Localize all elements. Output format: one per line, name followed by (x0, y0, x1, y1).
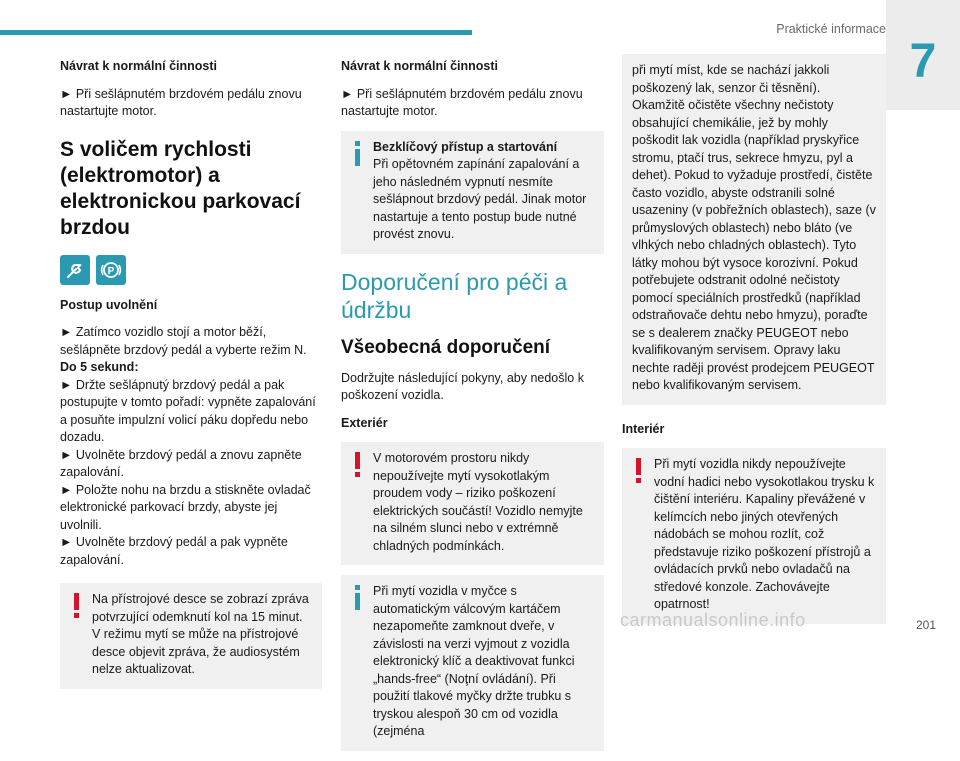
paragraph: ► Při sešlápnutém brzdovém pedálu znovu nastartujte motor. (341, 86, 583, 118)
step: ► Uvolněte brzdový pedál a pak vypněte zapalování. (60, 535, 288, 567)
paragraph: ► Při sešlápnutém brzdovém pedálu znovu nastartujte motor. (60, 86, 302, 118)
chapter-section-title: Doporučení pro péči a údržbu (341, 268, 568, 323)
warning-text: Na přístrojové desce se zobrazí zpráva potvrzující odemknutí kol na 15 minut. V režimu mytí se může na přístrojové desce objevit zpráva, že audiosystém nelze aktualizovat. (92, 592, 309, 676)
step: ► Uvolněte brzdový pedál a znovu zapněte zapalování. (60, 447, 302, 479)
warning-box (341, 442, 604, 565)
info-icon (349, 583, 367, 613)
watermark: carmanualsonline.info (620, 610, 806, 630)
step: ► Položte nohu na brzdu a stiskněte ovladač elektronické parkovací brzdy, abyste jej uvolnili. (60, 482, 311, 532)
section-heading: Postup uvolnění (60, 297, 158, 312)
page-header-title: Praktické informace (776, 22, 886, 36)
section-heading: Interiér (622, 421, 665, 436)
warning-box (622, 448, 886, 624)
column-1 (60, 58, 322, 699)
info-icon (349, 139, 367, 169)
info-text: při mytí míst, kde se nachází jakkoli poškozený lak, senzor či těsnění). Okamžitě očistěte všechny nečistoty obsahující chemikálie, jež by mohly poškodit lak vozidla (například pryskyřice stromu, ptačí trus, sekrece hmyzu, pyl a dehet). Pokud to vyžaduje prostředí, čistěte často vozidlo, abyste odstranili solné usazeniny (v pobřežních oblastech), saze (v průmyslových oblastech) nebo bláto (ve vlhkých nebo chladných oblastech). Tyto látky mohou být vysoce korozivní. Pokud potřebujete odstranit odolné nečistoty pomocí speciálních prostředků (například odstraňovače dehtu nebo hmyzu), poraďte se s dealerem značky PEUGEOT nebo kvalifikovaným servisem. Opravy laku nechte raději provést prodejcem PEUGEOT nebo kvalifikovaným servisem. (632, 63, 876, 392)
subsection-title: Všeobecná doporučení (341, 336, 551, 358)
step: ► Držte sešlápnutý brzdový pedál a pak postupujte v tomto pořadí: vypněte zapalování a posuňte impulzní volicí páku dopředu nebo dozadu. (60, 377, 316, 444)
wrench-tool-icon (60, 255, 90, 285)
warning-exclamation-icon (68, 591, 86, 621)
step: ► Zatímco vozidlo stojí a motor běží, sešlápněte brzdový pedál a vyberte režim N. (60, 325, 307, 357)
info-text: Při opětovném zapínání zapalování a jeho následném vypnutí nesmíte sešlápnout brzdový pedál. Jinak motor nastartuje a tento postup bude nutné provést znovu. (373, 157, 587, 241)
column-3 (622, 54, 886, 634)
info-box (341, 575, 604, 751)
paragraph: Dodržujte následující pokyny, aby nedošlo k poškození vozidla. (341, 370, 584, 402)
warning-exclamation-icon (349, 450, 367, 480)
header-accent-bar (0, 30, 472, 35)
warning-text: V motorovém prostoru nikdy nepoužívejte mytí vysokotlakým proudem vody – riziko poškození elektrických součástí! Vozidlo nemyjte na silném slunci nebo v extrémně chladných podmínkách. (373, 451, 583, 553)
svg-text:P: P (107, 265, 115, 277)
section-heading: Návrat k normální činnosti (60, 59, 217, 73)
section-title: S voličem rychlosti (elektromotor) a elektronickou parkovací brzdou (60, 137, 301, 239)
info-title: Bezklíčový přístup a startování (373, 139, 558, 154)
column-2 (341, 58, 604, 761)
section-heading: Návrat k normální činnosti (341, 59, 498, 73)
info-box (341, 131, 604, 254)
info-text: Při mytí vozidla v myčce s automatickým válcovým kartáčem nezapomeňte zamknout dveře, v závislosti na verzi vyjmout z vozidla elektronický klíč a deaktivovat funkci „hands-free“ (Noţní ovládání). Při použití tlakové myčky držte trubku s tryskou alespoň 30 cm od vozidla (zejména (373, 584, 575, 738)
warning-exclamation-icon (630, 456, 648, 486)
section-heading: Exteriér (341, 415, 388, 430)
warning-box (60, 583, 322, 689)
page-number: 201 (915, 618, 936, 632)
step: Do 5 sekund: (60, 360, 139, 374)
parking-brake-icon (96, 255, 126, 285)
chapter-tab (886, 0, 960, 110)
icon-row (60, 255, 322, 285)
chapter-number: 7 (909, 35, 937, 88)
warning-text: Při mytí vozidla nikdy nepoužívejte vodní hadici nebo vysokotlakou trysku k čištění interiéru. Kapaliny převážené v kelímcích nebo jiných otevřených nádobách se mohou rozlít, což představuje riziko poškození přístrojů a ovládacích prvků nebo ovladačů na středové konzole. Zachovávejte opatrnost! (654, 457, 875, 611)
info-box-continued (622, 54, 886, 405)
